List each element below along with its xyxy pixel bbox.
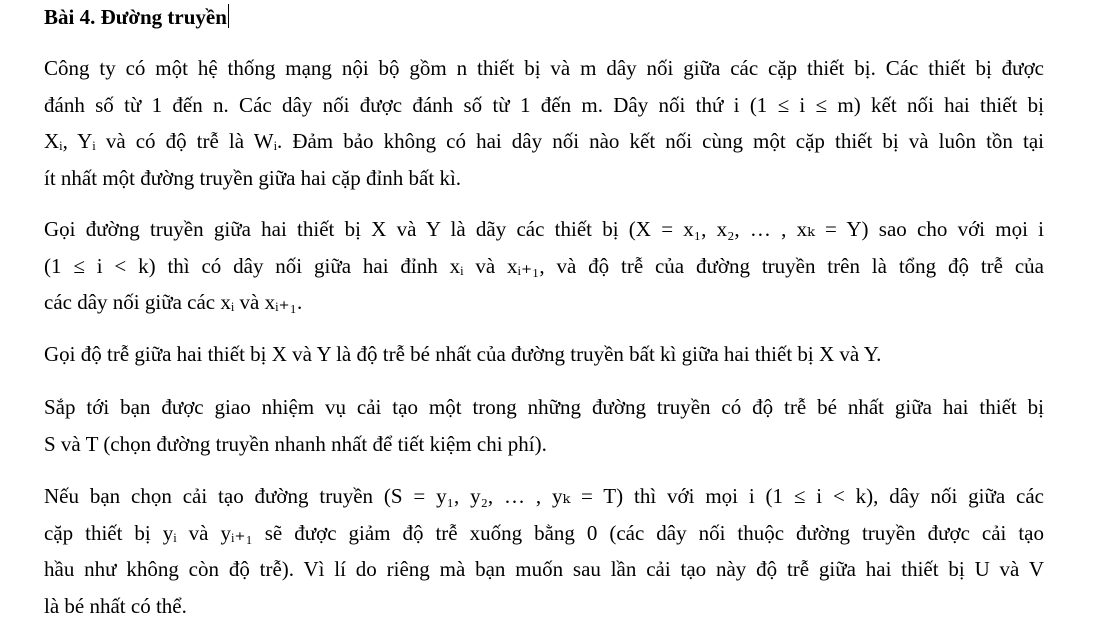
paragraph-3 <box>44 336 1044 373</box>
paragraph-5 <box>44 478 1044 624</box>
paragraph-4 <box>44 389 1044 462</box>
paragraph-line: ít nhất một đường truyền giữa hai cặp đỉnh bất kì. <box>44 165 462 190</box>
paragraph-line: đánh số từ 1 đến n. Các dây nối được đánh số từ 1 đến m. Dây nối thứ i (1 ≤ i ≤ m) kết nối hai thiết bị <box>44 92 1044 117</box>
paragraph-1 <box>44 50 1044 196</box>
text-cursor <box>228 4 229 28</box>
paragraph-line: Nếu bạn chọn cải tạo đường truyền (S = y₁, y₂, … , yₖ = T) thì với mọi i (1 ≤ i < k), dây nối giữa các <box>44 484 1044 508</box>
paragraph-line: Gọi đường truyền giữa hai thiết bị X và Y là dãy các thiết bị (X = x₁, x₂, … , xₖ = Y) sao cho với mọi i <box>44 217 1044 241</box>
problem-title <box>44 4 229 30</box>
paragraph-line: cặp thiết bị yᵢ và yᵢ₊₁ sẽ được giảm độ trễ xuống bằng 0 (các dây nối thuộc đường truyền được cải tạo <box>44 520 1044 545</box>
problem-title-text: Bài 4. Đường truyền <box>44 5 227 29</box>
paragraph-line: S và T (chọn đường truyền nhanh nhất để tiết kiệm chi phí). <box>44 431 547 456</box>
paragraph-line: Gọi độ trễ giữa hai thiết bị X và Y là độ trễ bé nhất của đường truyền bất kì giữa hai thiết bị X và Y. <box>44 342 882 366</box>
paragraph-line: các dây nối giữa các xᵢ và xᵢ₊₁. <box>44 290 303 314</box>
paragraph-line: là bé nhất có thể. <box>44 593 187 618</box>
paragraph-line: Công ty có một hệ thống mạng nội bộ gồm n thiết bị và m dây nối giữa các cặp thiết bị. Các thiết bị được <box>44 56 1044 80</box>
paragraph-2 <box>44 211 1044 321</box>
paragraph-line: (1 ≤ i < k) thì có dây nối giữa hai đỉnh xᵢ và xᵢ₊₁, và độ trễ của đường truyền trên là tổng độ trễ của <box>44 253 1044 278</box>
paragraph-line: hầu như không còn độ trễ). Vì lí do riêng mà bạn muốn sau lần cải tạo này độ trễ giữa hai thiết bị U và V <box>44 557 1044 581</box>
paragraph-line: Xᵢ, Yᵢ và có độ trễ là Wᵢ. Đảm bảo không có hai dây nối nào kết nối cùng một cặp thiết bị và luôn tồn tại <box>44 129 1044 153</box>
paragraph-line: Sắp tới bạn được giao nhiệm vụ cải tạo một trong những đường truyền có độ trễ bé nhất giữa hai thiết bị <box>44 395 1044 419</box>
